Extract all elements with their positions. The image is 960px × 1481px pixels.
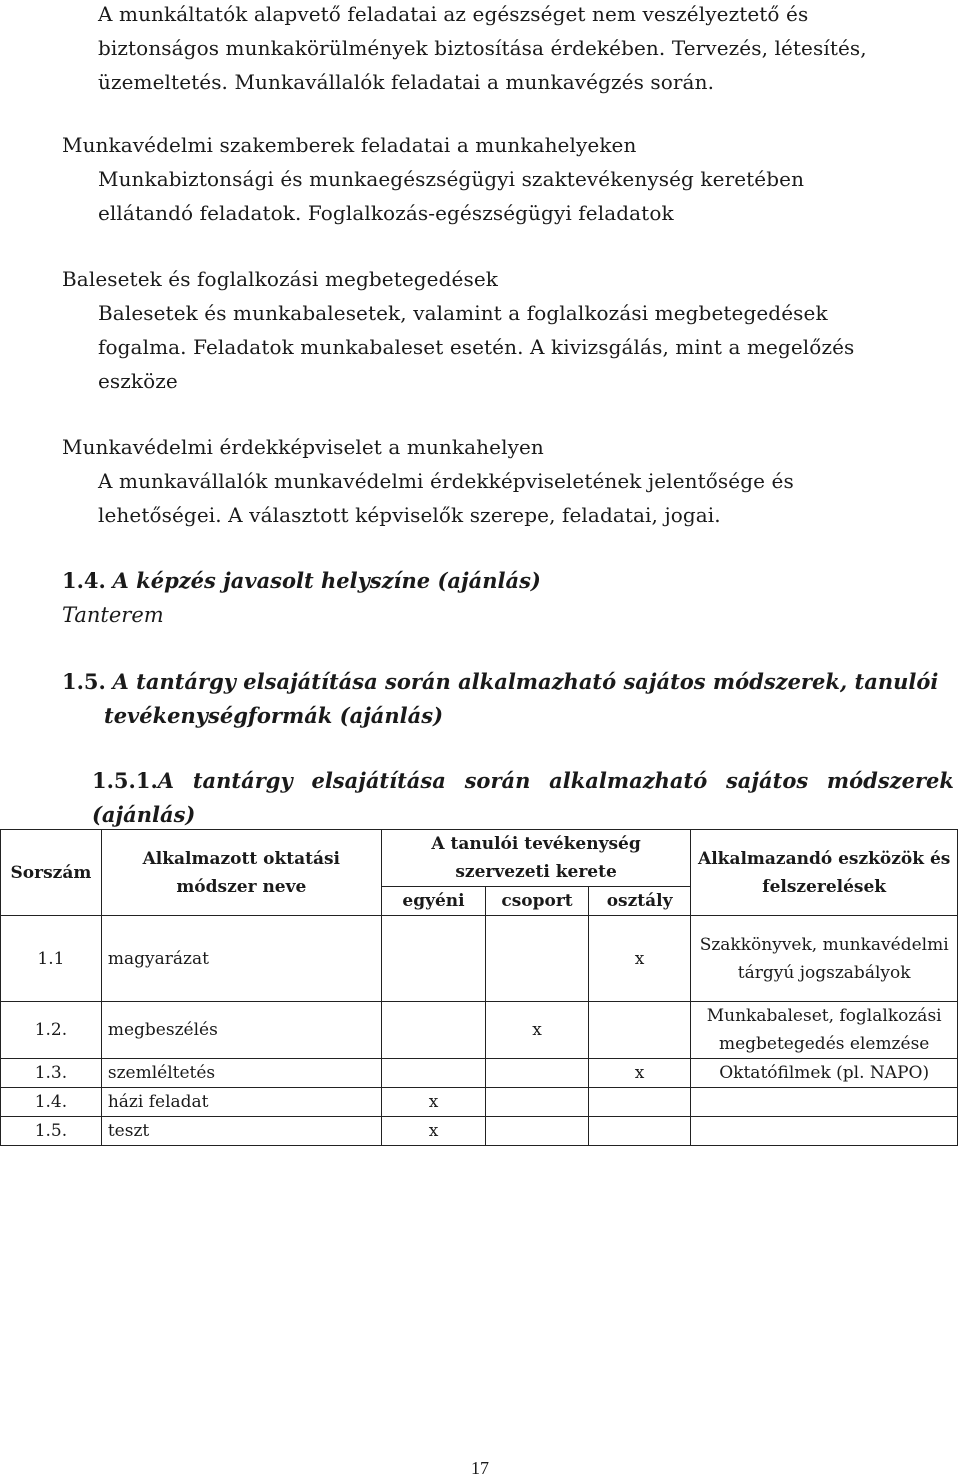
- row-num: 1.1: [1, 916, 102, 1002]
- row-num: 1.2.: [1, 1002, 102, 1059]
- row-class: x: [588, 916, 691, 1002]
- section-title-cont: tevékenységformák (ajánlás): [104, 703, 444, 728]
- table-row: [1, 1088, 958, 1117]
- topic-line: eszköze: [98, 369, 178, 393]
- section-title: A képzés javasolt helyszíne (ajánlás): [112, 568, 541, 593]
- row-method: teszt: [101, 1117, 381, 1146]
- section-number: 1.5.: [62, 669, 106, 694]
- row-class: [588, 1088, 691, 1117]
- row-group: [486, 1088, 589, 1117]
- section-word: sajátos: [725, 768, 809, 793]
- header-method: Alkalmazott oktatási módszer neve: [101, 830, 381, 916]
- row-individual: [381, 1059, 485, 1088]
- header-group: csoport: [486, 887, 589, 916]
- topic-line: Munkabiztonsági és munkaegészségügyi szaktevékenység keretében: [98, 167, 805, 191]
- row-individual: x: [381, 1117, 485, 1146]
- section-word: tantárgy: [192, 768, 293, 793]
- header-org-group: A tanulói tevékenység szervezeti kerete: [381, 830, 691, 887]
- row-individual: x: [381, 1088, 485, 1117]
- row-class: [588, 1117, 691, 1146]
- row-method: magyarázat: [101, 916, 381, 1002]
- section-word: módszerek: [826, 768, 954, 793]
- header-individual: egyéni: [381, 887, 485, 916]
- topic-heading: Munkavédelmi szakemberek feladatai a munkahelyeken: [62, 133, 637, 157]
- section-title: A tantárgy elsajátítása során alkalmazható sajátos módszerek, tanulói: [112, 669, 939, 694]
- row-method: szemléltetés: [101, 1059, 381, 1088]
- intro-line: üzemeltetés. Munkavállalók feladatai a munkavégzés során.: [98, 70, 715, 94]
- row-tools: [691, 1117, 958, 1146]
- row-class: [588, 1002, 691, 1059]
- row-group: x: [486, 1002, 589, 1059]
- section-word: során: [464, 768, 531, 793]
- section-word: elsajátítása: [311, 768, 446, 793]
- intro-line: biztonságos munkakörülmények biztosítása érdekében. Tervezés, létesítés,: [98, 36, 867, 60]
- header-class: osztály: [588, 887, 691, 916]
- header-num: Sorszám: [1, 830, 102, 916]
- row-method: megbeszélés: [101, 1002, 381, 1059]
- topic-line: A munkavállalók munkavédelmi érdekképviseletének jelentősége és: [98, 469, 794, 493]
- topic-occupational-safety-specialists: [0, 128, 804, 230]
- intro-paragraph: [0, 0, 867, 99]
- topic-line: Balesetek és munkabalesetek, valamint a foglalkozási megbetegedések: [98, 301, 828, 325]
- header-tools: Alkalmazandó eszközök és felszerelések: [691, 830, 958, 916]
- section-value: Tanterem: [62, 603, 164, 627]
- page-number: 17: [471, 1458, 489, 1478]
- section-word: A: [157, 768, 175, 793]
- topic-line: ellátandó feladatok. Foglalkozás-egészségügyi feladatok: [98, 201, 674, 225]
- section-number: 1.5.1.: [92, 768, 158, 793]
- row-individual: [381, 1002, 485, 1059]
- row-num: 1.3.: [1, 1059, 102, 1088]
- row-num: 1.4.: [1, 1088, 102, 1117]
- row-tools: Munkabaleset, foglalkozási megbetegedés elemzése: [691, 1002, 958, 1059]
- table-row: [1, 1117, 958, 1146]
- row-tools: Oktatófilmek (pl. NAPO): [691, 1059, 958, 1088]
- row-tools: [691, 1088, 958, 1117]
- methods-table: [0, 829, 958, 1146]
- row-tools: Szakkönyvek, munkavédelmi tárgyú jogszabályok: [691, 916, 958, 1002]
- section-1-5-1: [92, 764, 954, 832]
- row-individual: [381, 916, 485, 1002]
- topic-accidents-diseases: [0, 262, 854, 398]
- row-group: [486, 916, 589, 1002]
- section-number: 1.4.: [62, 568, 106, 593]
- section-1-4: [62, 564, 541, 632]
- topic-line: lehetőségei. A választott képviselők szerepe, feladatai, jogai.: [98, 503, 721, 527]
- table-row: [1, 1059, 958, 1088]
- intro-line: A munkáltatók alapvető feladatai az egészséget nem veszélyeztető és: [98, 2, 809, 26]
- table-row: [1, 916, 958, 1002]
- table-row: [1, 1002, 958, 1059]
- row-num: 1.5.: [1, 1117, 102, 1146]
- row-group: [486, 1117, 589, 1146]
- table-header-row: [1, 830, 958, 887]
- section-title-line: [92, 764, 954, 798]
- row-class: x: [588, 1059, 691, 1088]
- topic-heading: Munkavédelmi érdekképviselet a munkahelyen: [62, 435, 544, 459]
- topic-representation: [0, 430, 794, 532]
- topic-line: fogalma. Feladatok munkabaleset esetén. A kivizsgálás, mint a megelőzés: [98, 335, 855, 359]
- row-group: [486, 1059, 589, 1088]
- row-method: házi feladat: [101, 1088, 381, 1117]
- section-1-5: [62, 665, 938, 733]
- section-title-cont: (ajánlás): [92, 802, 196, 827]
- section-word: alkalmazható: [549, 768, 708, 793]
- topic-heading: Balesetek és foglalkozási megbetegedések: [62, 267, 498, 291]
